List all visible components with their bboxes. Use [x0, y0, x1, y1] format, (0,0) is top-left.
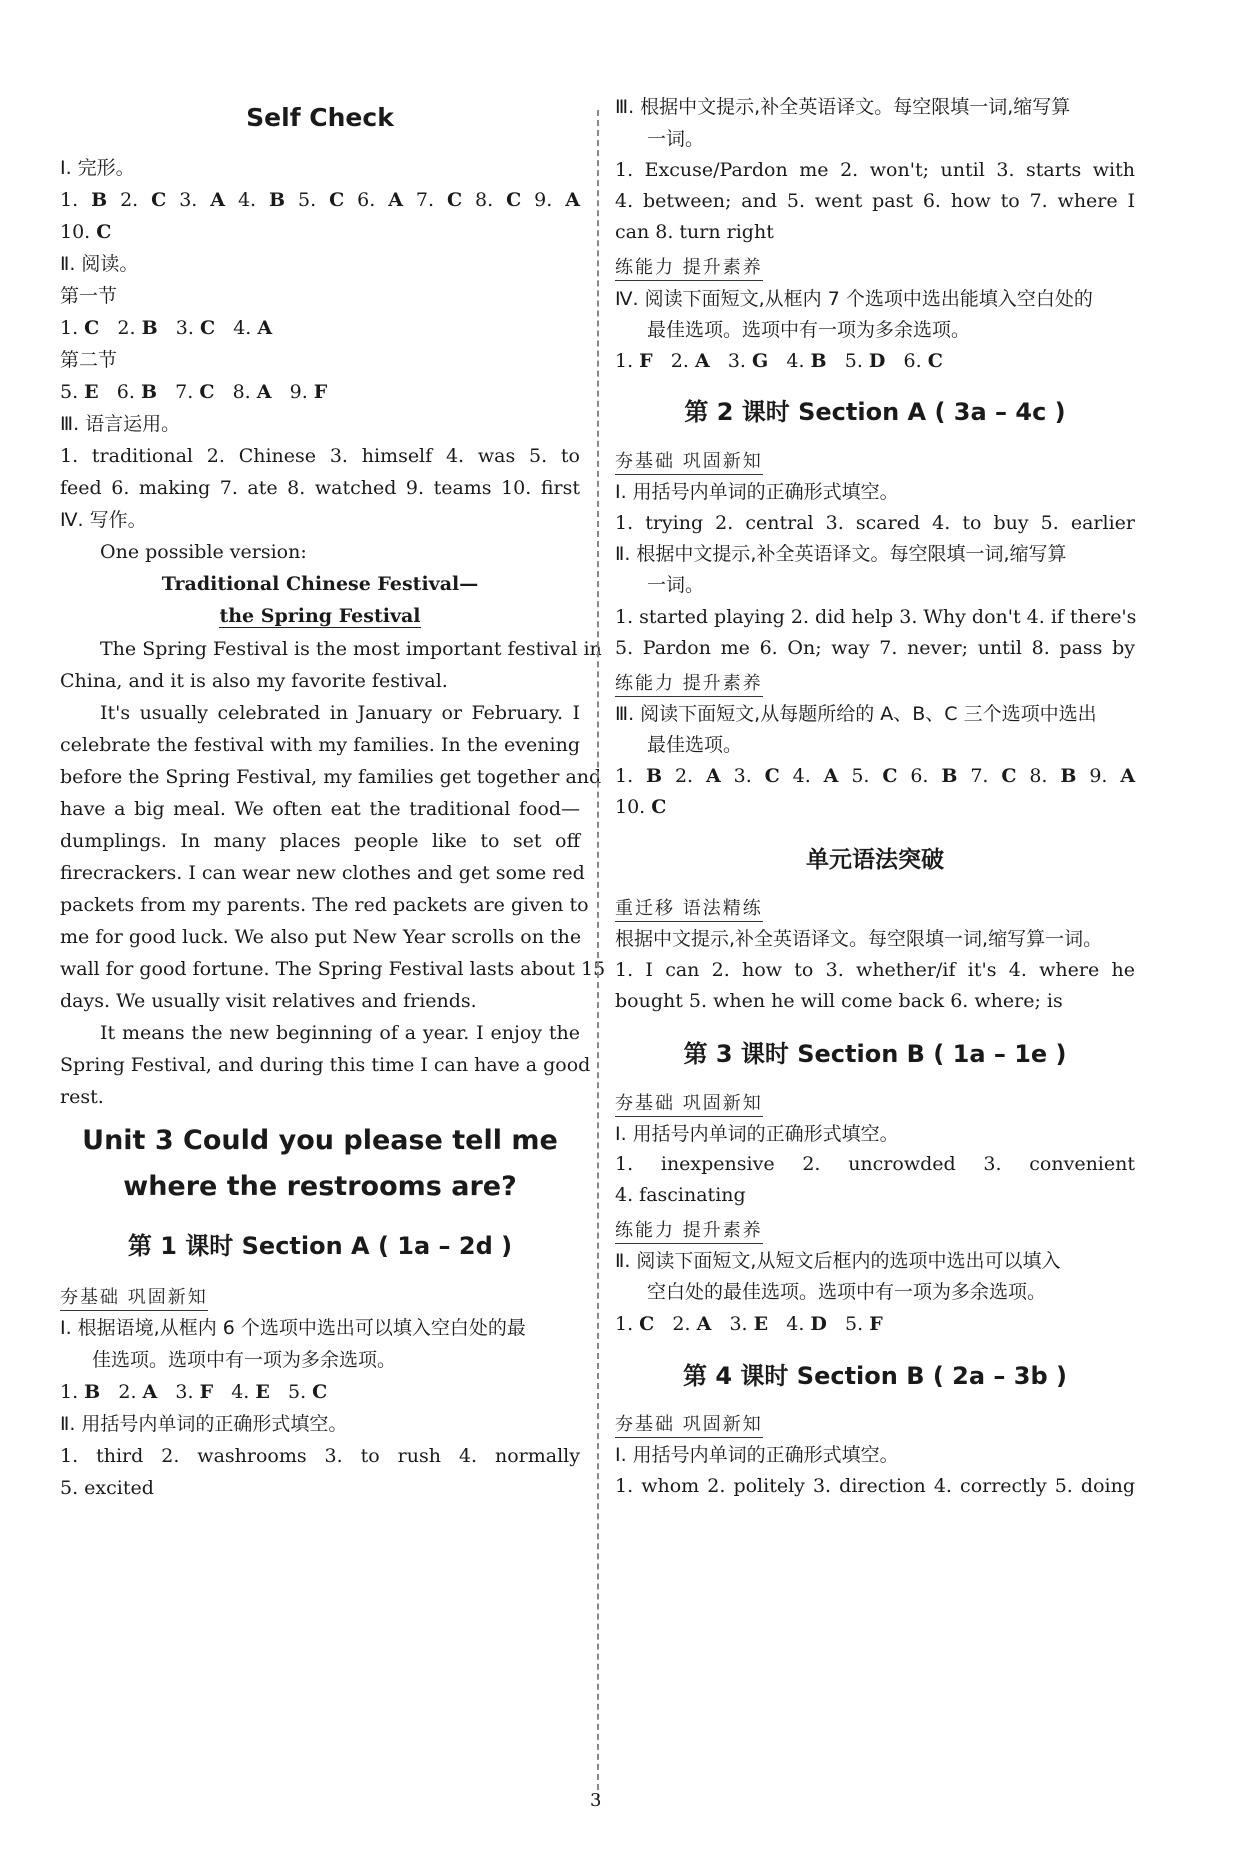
answer-item: 6. B	[910, 765, 958, 787]
section-tag: 夯基础 巩固新知	[615, 1410, 763, 1438]
section-tag: 夯基础 巩固新知	[60, 1283, 208, 1311]
essay-line: before the Spring Festival, my families get together and	[60, 766, 602, 788]
answer-item: 1. B	[60, 1381, 101, 1403]
answer-row	[60, 1380, 580, 1404]
answer-line: 1. traditional 2. Chinese 3. himself 4. was 5. to	[60, 445, 580, 467]
answer-item: 7. C	[970, 765, 1017, 787]
part-heading: 第一节	[60, 285, 118, 307]
answer-line: 5. Pardon me 6. On; way 7. never; until 8. pass by	[615, 637, 1135, 659]
answer-item: 1. B	[615, 765, 663, 787]
answer-item: 6. A	[357, 189, 403, 211]
answer-line: 1. started playing 2. did help 3. Why don't 4. if there's	[615, 606, 1137, 628]
answer-line: 1. whom 2. politely 3. direction 4. correctly 5. doing	[615, 1475, 1135, 1497]
answer-line: 1. Excuse/Pardon me 2. won't; until 3. starts with	[615, 159, 1135, 181]
answer-item: 7. C	[175, 381, 215, 403]
answer-item: 4. B	[786, 350, 827, 372]
essay-line: me for good luck. We also put New Year scrolls on the	[60, 926, 582, 948]
answer-line: bought 5. when he will come back 6. where; is	[615, 990, 1063, 1012]
question-heading: Ⅱ. 根据中文提示,补全英语译文。每空限填一词,缩写算	[615, 543, 1067, 565]
lesson-title: 第 2 课时 Section A ( 3a – 4c )	[684, 398, 1066, 426]
essay-line: Spring Festival, and during this time I can have a good	[60, 1054, 591, 1076]
answer-item: 3. F	[175, 1381, 214, 1403]
essay-line: It's usually celebrated in January or February. I	[100, 702, 580, 724]
section-heading: Ⅱ. 阅读。	[60, 253, 139, 275]
unit-title-line2: where the restrooms are?	[123, 1171, 517, 1202]
answer-item: 3. C	[175, 317, 216, 339]
question-heading: Ⅰ. 根据语境,从框内 6 个选项中选出可以填入空白处的最	[60, 1317, 526, 1339]
essay-subtitle: the Spring Festival	[219, 605, 421, 627]
question-heading: 最佳选项。选项中有一项为多余选项。	[647, 319, 971, 341]
answer-line: 1. trying 2. central 3. scared 4. to buy 5. earlier	[615, 512, 1135, 534]
essay-line: China, and it is also my favorite festival.	[60, 670, 448, 692]
answer-line: 4. between; and 5. went past 6. how to 7. where I	[615, 190, 1135, 212]
section-tag: 练能力 提升素养	[615, 253, 763, 281]
answer-item: 5. F	[845, 1313, 883, 1335]
answer-item: 5. C	[287, 1381, 328, 1403]
grammar-title: 单元语法突破	[806, 847, 944, 873]
answer-line: 1. third 2. washrooms 3. to rush 4. normally	[60, 1445, 580, 1467]
answer-item: 2. A	[674, 765, 721, 787]
page-number: 3	[590, 1790, 602, 1811]
essay-line: The Spring Festival is the most important festival in	[100, 638, 602, 660]
question-heading: Ⅱ. 阅读下面短文,从短文后框内的选项中选出可以填入	[615, 1250, 1061, 1272]
answer-item: 9. F	[289, 381, 328, 403]
self-check-title: Self Check	[246, 103, 394, 132]
essay-line: celebrate the festival with my families. In the evening	[60, 734, 580, 756]
answer-item: 4. E	[231, 1381, 270, 1403]
essay-line: firecrackers. I can wear new clothes and get some red	[60, 862, 585, 884]
answer-item: 4. A	[233, 317, 273, 339]
answer-item: 4. A	[792, 765, 839, 787]
answer-line: feed 6. making 7. ate 8. watched 9. teams 10. first	[60, 477, 580, 499]
answer-item: 5. C	[298, 189, 345, 211]
section-tag: 夯基础 巩固新知	[615, 447, 763, 475]
answer-item: 9. A	[534, 189, 580, 211]
answer-row	[60, 316, 580, 340]
section-heading: Ⅰ. 完形。	[60, 157, 135, 179]
essay-line: have a big meal. We often eat the traditional food—	[60, 798, 580, 820]
question-heading: Ⅰ. 用括号内单词的正确形式填空。	[615, 1123, 899, 1145]
answer-line: 5. excited	[60, 1477, 154, 1499]
answer-row	[615, 1312, 1135, 1336]
answer-row	[60, 188, 580, 212]
answer-row	[615, 349, 1135, 373]
question-heading: Ⅰ. 用括号内单词的正确形式填空。	[615, 481, 899, 503]
unit-title-line1: Unit 3 Could you please tell me	[82, 1125, 558, 1156]
section-tag: 夯基础 巩固新知	[615, 1089, 763, 1117]
section-heading: Ⅲ. 语言运用。	[60, 413, 181, 435]
answer-item: 1. C	[615, 1313, 655, 1335]
answer-item: 8. A	[232, 381, 272, 403]
question-heading: 一词。	[647, 574, 705, 596]
essay-line: rest.	[60, 1086, 104, 1108]
answer-row	[60, 380, 580, 404]
question-heading: 最佳选项。	[647, 734, 743, 756]
question-heading: Ⅳ. 阅读下面短文,从框内 7 个选项中选出能填入空白处的	[615, 288, 1093, 310]
answer-item: 3. E	[729, 1313, 769, 1335]
question-heading: Ⅰ. 用括号内单词的正确形式填空。	[615, 1444, 899, 1466]
answer-item: 5. C	[851, 765, 898, 787]
answer-line: 4. fascinating	[615, 1184, 746, 1206]
version-label: One possible version:	[100, 541, 307, 563]
answer-item: 3. A	[179, 189, 225, 211]
answer-item: 2. A	[670, 350, 710, 372]
answer-item: 4. D	[786, 1313, 827, 1335]
answer-item: 1. B	[60, 189, 108, 211]
essay-title: Traditional Chinese Festival—	[161, 573, 479, 595]
part-heading: 第二节	[60, 349, 118, 371]
unit-title	[60, 1118, 580, 1210]
answer-item: 1. C	[60, 317, 100, 339]
question-heading: 空白处的最佳选项。选项中有一项为多余选项。	[647, 1281, 1047, 1303]
answer-item: 5. D	[844, 350, 886, 372]
answer-item: 3. C	[733, 765, 780, 787]
answer-item: 7. C	[415, 189, 463, 211]
section-tag: 练能力 提升素养	[615, 669, 763, 697]
answer-row	[60, 220, 580, 244]
answer-item: 2. A	[118, 1381, 158, 1403]
question-heading: 一词。	[647, 128, 705, 150]
column-divider	[597, 110, 599, 1800]
answer-item: 2. B	[117, 317, 158, 339]
essay-line: wall for good fortune. The Spring Festival lasts about 15	[60, 958, 606, 980]
question-heading: Ⅱ. 用括号内单词的正确形式填空。	[60, 1413, 348, 1435]
answer-item: 2. A	[672, 1313, 712, 1335]
answer-item: 8. B	[1029, 765, 1077, 787]
question-heading: 根据中文提示,补全英语译文。每空限填一词,缩写算一词。	[615, 928, 1103, 950]
lesson-title: 第 3 课时 Section B ( 1a – 1e )	[683, 1040, 1067, 1068]
answer-line: 1. I can 2. how to 3. whether/if it's 4. where he	[615, 959, 1135, 981]
essay-line: days. We usually visit relatives and friends.	[60, 990, 477, 1012]
answer-item: 3. G	[727, 350, 769, 372]
essay-line: It means the new beginning of a year. I enjoy the	[100, 1022, 580, 1044]
section-heading: Ⅳ. 写作。	[60, 509, 147, 531]
answer-row	[615, 764, 1135, 788]
essay-line: dumplings. In many places people like to set off	[60, 830, 580, 852]
section-tag: 重迁移 语法精练	[615, 894, 763, 922]
answer-item: 5. E	[60, 381, 99, 403]
answer-line: 1. inexpensive 2. uncrowded 3. convenient	[615, 1153, 1135, 1175]
answer-item: 8. C	[475, 189, 522, 211]
answer-item: 6. B	[116, 381, 158, 403]
answer-item: 10. C	[615, 796, 667, 818]
answer-item: 2. C	[120, 189, 167, 211]
question-heading: Ⅲ. 阅读下面短文,从每题所给的 A、B、C 三个选项中选出	[615, 703, 1097, 725]
essay-line: packets from my parents. The red packets are given to	[60, 894, 589, 916]
lesson-title: 第 4 课时 Section B ( 2a – 3b )	[683, 1362, 1067, 1390]
lesson-title: 第 1 课时 Section A ( 1a – 2d )	[127, 1232, 513, 1260]
question-heading: Ⅲ. 根据中文提示,补全英语译文。每空限填一词,缩写算	[615, 96, 1071, 118]
section-tag: 练能力 提升素养	[615, 1216, 763, 1244]
answer-item: 9. A	[1089, 765, 1136, 787]
answer-line: can 8. turn right	[615, 221, 774, 243]
answer-item: 4. B	[237, 189, 286, 211]
answer-row	[615, 795, 1135, 819]
question-heading: 佳选项。选项中有一项为多余选项。	[92, 1349, 397, 1371]
answer-item: 1. F	[615, 350, 653, 372]
answer-item: 6. C	[903, 350, 943, 372]
answer-item: 10. C	[60, 221, 112, 243]
